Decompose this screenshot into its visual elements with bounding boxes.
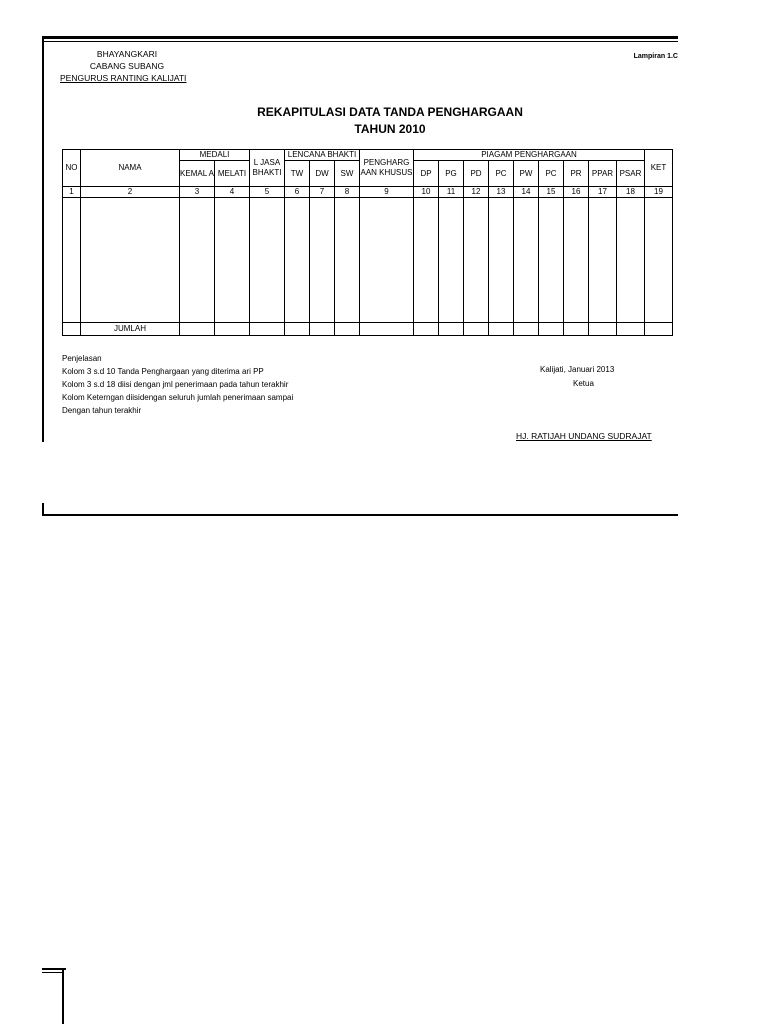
- col-header-sw: SW: [335, 161, 360, 187]
- signer-name: HJ. RATIJAH UNDANG SUDRAJAT: [516, 431, 652, 441]
- frame-bottom-line: [42, 514, 678, 516]
- page-corner-top-thin: [42, 972, 62, 973]
- data-cell: [215, 198, 250, 323]
- col-header-piagam-3: PD: [464, 161, 489, 187]
- notes-line: Kolom Keterngan diisidengan seluruh jumlah penerimaan sampai: [62, 393, 294, 402]
- col-number: 9: [360, 187, 414, 198]
- data-cell: [250, 198, 285, 323]
- data-cell: [63, 198, 81, 323]
- data-cell: [464, 198, 489, 323]
- data-cell: [617, 198, 645, 323]
- total-cell: [489, 323, 514, 336]
- total-cell: [335, 323, 360, 336]
- col-header-kemala: KEMAL A: [180, 161, 215, 187]
- col-number: 7: [310, 187, 335, 198]
- col-header-piagam-4: PC: [489, 161, 514, 187]
- col-number: 6: [285, 187, 310, 198]
- col-header-piagam-6: PC: [539, 161, 564, 187]
- notes-line: Dengan tahun terakhir: [62, 406, 142, 415]
- col-number: 5: [250, 187, 285, 198]
- total-row: [63, 323, 673, 336]
- data-cell: [81, 198, 180, 323]
- col-header-ket: KET: [645, 150, 673, 187]
- page-corner-right: [62, 968, 64, 1024]
- place-date: Kalijati, Januari 2013: [540, 365, 615, 374]
- data-cell: [180, 198, 215, 323]
- col-header-piagam-1: DP: [414, 161, 439, 187]
- total-cell: [645, 323, 673, 336]
- document-title: REKAPITULASI DATA TANDA PENGHARGAAN: [257, 105, 523, 119]
- signer-role: Ketua: [573, 379, 594, 388]
- col-header-melati: MELATI: [215, 161, 250, 187]
- frame-bottom-left-tick: [42, 503, 44, 516]
- total-cell: [617, 323, 645, 336]
- frame-left-line: [42, 36, 44, 442]
- data-cell: [489, 198, 514, 323]
- col-number: 1: [63, 187, 81, 198]
- total-cell: [414, 323, 439, 336]
- org-name: BHAYANGKARI: [96, 49, 158, 59]
- col-header-medali: MEDALI: [180, 150, 250, 161]
- col-header-piagam: PIAGAM PENGHARGAAN: [414, 150, 645, 161]
- total-cell: [464, 323, 489, 336]
- frame-top-line-thin: [42, 41, 678, 42]
- total-cell: [250, 323, 285, 336]
- notes-heading: Penjelasan: [62, 354, 102, 363]
- frame-top-line: [42, 36, 678, 39]
- total-cell: [360, 323, 414, 336]
- col-header-no: NO: [63, 150, 81, 187]
- document-title-block: [100, 104, 680, 138]
- col-number: 3: [180, 187, 215, 198]
- document-year: TAHUN 2010: [354, 122, 426, 136]
- col-header-piagam-7: PR: [564, 161, 589, 187]
- data-cell: [335, 198, 360, 323]
- col-header-piagam-9: PSAR: [617, 161, 645, 187]
- notes-line: Kolom 3 s.d 10 Tanda Penghargaan yang diterima ari PP: [62, 367, 264, 376]
- col-header-tw: TW: [285, 161, 310, 187]
- col-number: 16: [564, 187, 589, 198]
- col-number: 2: [81, 187, 180, 198]
- organization-block: [60, 48, 200, 84]
- col-number: 10: [414, 187, 439, 198]
- col-number: 11: [439, 187, 464, 198]
- total-cell: [514, 323, 539, 336]
- data-cell: [645, 198, 673, 323]
- org-unit: PENGURUS RANTING KALIJATI: [60, 73, 187, 83]
- total-cell: [215, 323, 250, 336]
- data-cell: [514, 198, 539, 323]
- col-number: 15: [539, 187, 564, 198]
- data-cell: [589, 198, 617, 323]
- col-number: 13: [489, 187, 514, 198]
- total-label: JUMLAH: [81, 323, 180, 336]
- col-header-lencana-bhakti: LENCANA BHAKTI: [285, 150, 360, 161]
- data-cell: [539, 198, 564, 323]
- col-number: 18: [617, 187, 645, 198]
- total-cell: [285, 323, 310, 336]
- total-cell: [539, 323, 564, 336]
- data-cell: [414, 198, 439, 323]
- col-header-piagam-5: PW: [514, 161, 539, 187]
- data-cell: [439, 198, 464, 323]
- data-cell: [285, 198, 310, 323]
- column-number-row: [63, 187, 673, 198]
- col-header-nama: NAMA: [81, 150, 180, 187]
- total-cell: [589, 323, 617, 336]
- explanation-notes: [62, 352, 382, 417]
- data-cell: [360, 198, 414, 323]
- col-number: 12: [464, 187, 489, 198]
- total-cell: [439, 323, 464, 336]
- total-cell: [180, 323, 215, 336]
- col-header-l-jasa-bhakti: L JASA BHAKTI: [250, 150, 285, 187]
- recap-table: [62, 149, 673, 336]
- attachment-label: Lampiran 1.C: [633, 53, 678, 60]
- col-number: 4: [215, 187, 250, 198]
- data-cell: [310, 198, 335, 323]
- col-header-piagam-8: PPAR: [589, 161, 617, 187]
- col-number: 8: [335, 187, 360, 198]
- org-branch: CABANG SUBANG: [89, 61, 165, 71]
- col-header-dw: DW: [310, 161, 335, 187]
- col-number: 17: [589, 187, 617, 198]
- total-cell: [564, 323, 589, 336]
- total-cell: [63, 323, 81, 336]
- col-header-piagam-2: PG: [439, 161, 464, 187]
- notes-line: Kolom 3 s.d 18 diisi dengan jml penerimaan pada tahun terakhir: [62, 380, 289, 389]
- col-header-penghargaan-khusus: PENGHARG AAN KHUSUS: [360, 150, 414, 187]
- col-number: 19: [645, 187, 673, 198]
- col-number: 14: [514, 187, 539, 198]
- total-cell: [310, 323, 335, 336]
- data-cell: [564, 198, 589, 323]
- data-row-empty: [63, 198, 673, 323]
